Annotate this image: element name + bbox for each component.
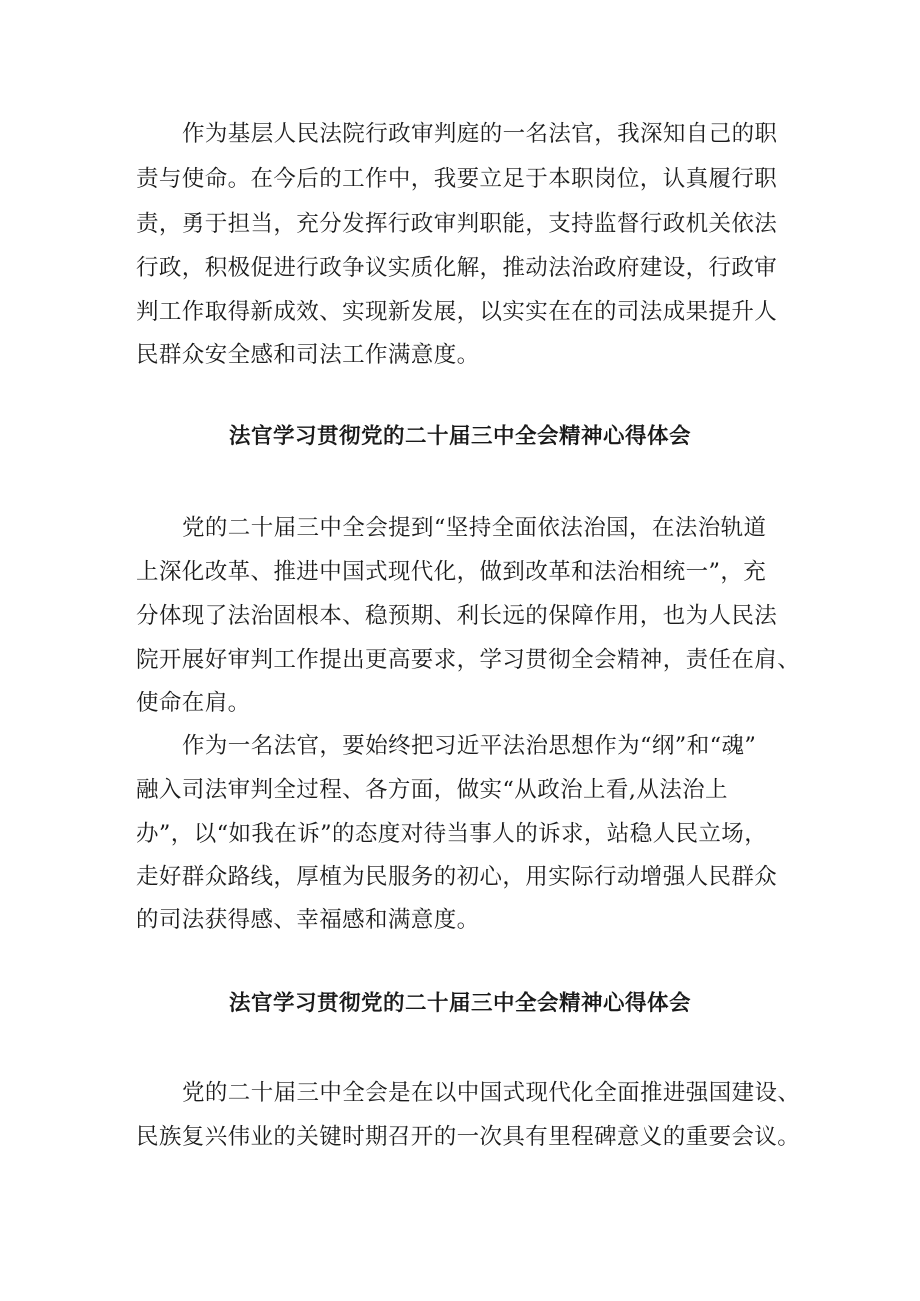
text-line: 作为基层人民法院行政审判庭的一名法官，我深知自己的职 [182,121,778,147]
text-line: 的司法获得感、幸福感和满意度。 [136,907,480,933]
text-line: 上深化改革、推进中国式现代化，做到改革和法治相统一”，充 [136,559,767,585]
text-line: 走好群众路线，厚植为民服务的初心，用实际行动增强人民群众 [136,864,778,890]
text-line: 责，勇于担当，充分发挥行政审判职能，支持监督行政机关依法 [136,211,778,237]
section-heading: 法官学习贯彻党的二十届三中全会精神心得体会 [228,991,691,1016]
text-line: 分体现了法治固根本、稳预期、利长远的保障作用，也为人民法 [136,603,778,629]
text-line: 党的二十届三中全会是在以中国式现代化全面推进强国建设、 [182,1080,801,1106]
text-line: 民族复兴伟业的关键时期召开的一次具有里程碑意义的重要会议。 [136,1124,801,1150]
text-line: 院开展好审判工作提出更高要求，学习贯彻全会精神，责任在肩、 [136,647,801,673]
text-line: 作为一名法官，要始终把习近平法治思想作为“纲”和“魂” [182,733,757,759]
text-line: 使命在肩。 [136,690,251,716]
text-line: 融入司法审判全过程、各方面，做实“从政治上看,从法治上 [136,777,728,803]
section-heading: 法官学习贯彻党的二十届三中全会精神心得体会 [228,424,691,449]
text-line: 责与使命。在今后的工作中，我要立足于本职岗位，认真履行职 [136,166,778,192]
text-line: 行政，积极促进行政争议实质化解，推动法治政府建设，行政审 [136,255,778,281]
text-line: 判工作取得新成效、实现新发展，以实实在在的司法成果提升人 [136,299,778,325]
text-line: 办”，以“如我在诉”的态度对待当事人的诉求，站稳人民立场， [136,821,768,847]
text-line: 民群众安全感和司法工作满意度。 [136,342,480,368]
text-line: 党的二十届三中全会提到“坚持全面依法治国，在法治轨道 [182,515,767,541]
